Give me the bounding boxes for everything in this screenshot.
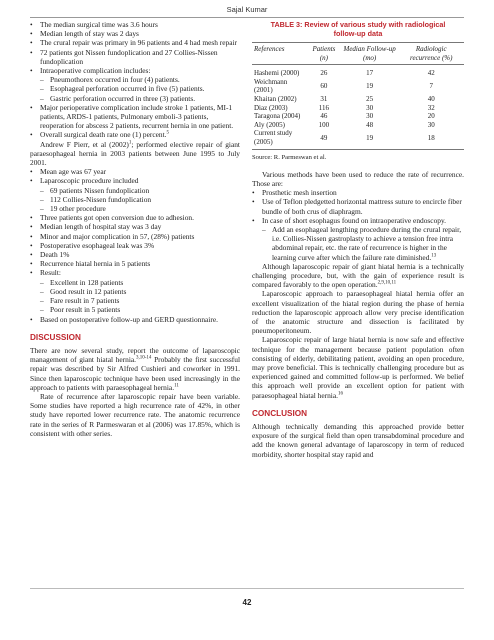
table-row bbox=[252, 78, 464, 95]
dash-item bbox=[30, 75, 240, 84]
table-cell: Aly (2005) bbox=[254, 120, 285, 129]
ref-sup: 13 bbox=[431, 253, 437, 259]
list-item-text: Minor and major complication in 57, (28%) patients bbox=[40, 231, 195, 241]
col-header-followup: Median Follow-up (mo) bbox=[341, 43, 399, 65]
left-column bbox=[30, 20, 240, 438]
table-title bbox=[252, 21, 464, 38]
results-list-1 bbox=[30, 20, 240, 140]
table-cell: 30 bbox=[427, 120, 435, 129]
table-row bbox=[252, 65, 464, 78]
table-cell: Weichmann (2001) bbox=[254, 77, 288, 95]
conclusion-paragraph: Although technically demanding this approached provide better exposure of the surgical field than open transabdominal procedure and add the known general advantage of laparoscopy in term of reduced morbidity, shorter hospital stay rapid and bbox=[252, 422, 464, 459]
footer-rule bbox=[30, 588, 464, 589]
table-cell: 40 bbox=[427, 94, 435, 103]
table-cell: 31 bbox=[320, 94, 328, 103]
list-item-text: 112 Collies-Nissen fundoplication bbox=[50, 194, 152, 204]
table-cell: 49 bbox=[307, 129, 341, 149]
table-cell: 30 bbox=[366, 112, 374, 121]
list-item-text: Three patients got open conversion due to adhesion. bbox=[40, 213, 194, 223]
experience-text: Although laparoscopic repair of giant hiatal hernia is a technically challenging procedure, but, with the gain of experience result is compared favorably to the open operation. bbox=[252, 261, 464, 290]
list-item-text: Median length of hospital stay was 3 day bbox=[40, 222, 162, 232]
ref-sup: 5 bbox=[166, 130, 169, 136]
list-item-text: Excellent in 128 patients bbox=[50, 277, 124, 287]
dash-item bbox=[30, 186, 240, 195]
list-item-text: Good result in 12 patients bbox=[50, 286, 127, 296]
list-item-text: The crural repair was primary in 96 patients and 4 had mesh repair bbox=[40, 38, 238, 48]
methods-list bbox=[252, 188, 464, 262]
table-cell: 19 bbox=[341, 129, 399, 149]
list-item-text: Add an esophageal lengthing procedure during the crural repair, i.e. Collies-Nissen gastroplasty to achieve a tension free intra abdominal repair, etc. the rate of recurrence is higher in the learning curve after which the failure rate diminished. bbox=[272, 224, 462, 262]
bullet-item bbox=[30, 130, 240, 139]
visualization-paragraph: Laparoscopic approach to paraesophageal hiatal hernia offer an excellent visualization of the hiatal region during the phase of hernia reduction the laparoscopic approach allow very precise identification of the anatomic structure and dissection is facilitated by pneumoperitoneum. bbox=[252, 289, 464, 336]
table-cell: Khaitan (2002) bbox=[254, 94, 297, 103]
pierri-rest: ; performed elective repair of giant paraesophageal hernia in 2003 patients between June 1995 to July 2001. bbox=[30, 139, 240, 168]
table-title-line-1: TABLE 3: Review of various study with radiological bbox=[270, 20, 446, 29]
dash-item bbox=[30, 204, 240, 213]
bullet-item bbox=[252, 216, 464, 225]
bullet-item bbox=[30, 241, 240, 250]
ref-sup: 11 bbox=[174, 383, 179, 389]
dash-item bbox=[30, 296, 240, 305]
table-cell: 7 bbox=[429, 82, 433, 91]
list-item-text: Mean age was 67 year bbox=[40, 167, 107, 177]
list-item-text: Postoperative esophageal leak was 3% bbox=[40, 240, 155, 250]
bullet-item bbox=[30, 268, 240, 277]
table-cell: Diaz (2003) bbox=[254, 103, 288, 112]
bullet-item bbox=[30, 232, 240, 241]
list-item-text: The median surgical time was 3.6 hours bbox=[40, 20, 158, 29]
header-rule bbox=[30, 17, 464, 18]
table-cell: Current study (2005) bbox=[252, 129, 307, 149]
table-cell: 18 bbox=[398, 129, 464, 149]
bullet-item bbox=[30, 29, 240, 38]
table-cell: 60 bbox=[320, 82, 328, 91]
bullet-item bbox=[30, 167, 240, 176]
bullet-item bbox=[30, 20, 240, 29]
right-column bbox=[252, 20, 464, 459]
ref-sup: 1 bbox=[128, 140, 132, 146]
list-item-text: 69 patients Nissen fundoplication bbox=[50, 185, 150, 195]
table-row bbox=[252, 104, 464, 113]
dash-item bbox=[30, 94, 240, 103]
list-item-text: Death 1% bbox=[40, 250, 70, 260]
discussion-paragraph-2: Rate of recurrence after laparoscopic repair have been variable. Some studies have reported a high recurrence rate of 42%, in other study have reported lower recurrence rate. The anatomic recurrence rate in the series of R Parmeswaran et al (2006) was 17.85%, which is consistent with other series. bbox=[30, 391, 240, 438]
table-cell: 116 bbox=[318, 103, 330, 112]
list-item-text: In case of short esophagus found on intraoperative endoscopy. bbox=[262, 215, 447, 225]
table-cell: 17 bbox=[366, 69, 374, 78]
table-cell: 100 bbox=[318, 120, 330, 129]
bullet-item bbox=[30, 38, 240, 47]
bullet-item bbox=[30, 66, 240, 75]
list-item-text: Poor result in 5 patients bbox=[50, 305, 121, 315]
dash-item bbox=[30, 305, 240, 314]
list-item-text: Recurrence hiatal hernia in 5 patients bbox=[40, 259, 151, 269]
bullet-item bbox=[30, 315, 240, 324]
table-cell: 25 bbox=[366, 94, 374, 103]
bullet-item bbox=[30, 176, 240, 185]
list-item-text: Result: bbox=[40, 268, 61, 278]
table-cell: 20 bbox=[427, 112, 435, 121]
table-cell: 30 bbox=[366, 103, 374, 112]
discussion-heading: DISCUSSION bbox=[30, 332, 81, 342]
col-header-references: References bbox=[252, 43, 307, 65]
bullet-item bbox=[252, 197, 464, 215]
bullet-item bbox=[30, 222, 240, 231]
dash-item bbox=[30, 287, 240, 296]
list-item-text: Laparoscopic procedure included bbox=[40, 176, 139, 186]
table-row bbox=[252, 95, 464, 104]
list-item-text: Median length of stay was 2 days bbox=[40, 29, 139, 39]
table-cell: 46 bbox=[320, 112, 328, 121]
dash-item bbox=[30, 278, 240, 287]
table-cell: 26 bbox=[320, 69, 328, 78]
list-item-text: Fare result in 7 patients bbox=[50, 296, 120, 306]
bullet-item bbox=[30, 48, 240, 66]
dash-item bbox=[252, 225, 464, 262]
bullet-item bbox=[30, 250, 240, 259]
safety-text: Laparoscopic repair of large hiatal hernia is now safe and effective technique for the management because patient population often consisting of elderly, debilitating patient, avoiding an open procedure, may prove beneficial. This is technically challenging procedure but as experienced gained and committed follow-up is performed. We belief this approach well provide an excellent option for patient with paraesophageal hiatal hernia. bbox=[252, 335, 464, 400]
list-item-text: Intraoperative complication includes: bbox=[40, 66, 151, 76]
table-cell: Hashemi (2000) bbox=[254, 69, 300, 78]
table-cell: Taragona (2004) bbox=[254, 112, 301, 121]
bullet-item bbox=[252, 188, 464, 197]
list-item-text: Use of Teflon pledgetted horizontal mattress suture to encircle fiber bundle of both crus of diaphragm. bbox=[262, 197, 462, 216]
methods-paragraph: Various methods have been used to reduce the rate of recurrence. Those are: bbox=[252, 169, 464, 188]
table-source: Source: R. Parmeswan et al. bbox=[252, 153, 327, 161]
table-row bbox=[252, 112, 464, 121]
safety-paragraph bbox=[252, 335, 464, 399]
table-cell: 48 bbox=[366, 120, 374, 129]
col-header-patients: Patients (n) bbox=[307, 43, 341, 65]
discussion-paragraph-1 bbox=[30, 346, 240, 392]
ref-sup: 2,9,10,11 bbox=[377, 280, 397, 286]
results-list-2 bbox=[30, 167, 240, 323]
discussion-text-b: Probably the first successful repair was described by Sir Alfred Cushieri and coworker in 1991. Since then laparoscopic technique have been used increasingly in the approach to patients with paraesophageal hernia. bbox=[30, 355, 240, 392]
list-item-text: Esophageal perforation occurred in five (5) patients. bbox=[50, 84, 205, 94]
pierri-intro: Andrew F Pierr, et al (2002) bbox=[40, 139, 129, 149]
experience-paragraph bbox=[252, 262, 464, 290]
col-header-recurrence: Radiologic recurrence (%) bbox=[398, 43, 464, 65]
page-number: 42 bbox=[242, 598, 252, 607]
ref-sup: 16 bbox=[337, 391, 343, 397]
table-title-line-2: follow-up data bbox=[333, 28, 383, 38]
list-item-text: Prosthetic mesh insertion bbox=[262, 188, 337, 198]
list-item-text: Gastric perforation occurred in three (3) patients. bbox=[50, 93, 196, 103]
list-item-text: Based on postoperative follow-up and GERD questionnaire. bbox=[40, 314, 218, 324]
list-item-text: Major perioperative complication include stroke 1 patients, MI-1 patients, ARDS-1 patients, Pulmonary emboli-3 patients, reoperation for abscess 2 patients, recurrent hernia in one patient. bbox=[40, 102, 234, 131]
table-cell: 32 bbox=[427, 103, 435, 112]
ref-sup: 3,10-14 bbox=[136, 355, 152, 361]
table-row bbox=[252, 129, 464, 149]
table-body bbox=[252, 65, 464, 149]
list-item-text: Pneumothorex occurred in four (4) patients. bbox=[50, 75, 180, 85]
bullet-item bbox=[30, 103, 240, 131]
list-item-text: 19 other procedure bbox=[50, 204, 106, 214]
running-header: Sajal Kumar bbox=[226, 5, 268, 14]
table-cell: 19 bbox=[366, 82, 374, 91]
bullet-item bbox=[30, 213, 240, 222]
pierri-paragraph bbox=[30, 140, 240, 168]
bullet-item bbox=[30, 259, 240, 268]
list-item-text: Overall surgical death rate one (1) percent. bbox=[40, 130, 167, 140]
table-row bbox=[252, 121, 464, 130]
dash-item bbox=[30, 195, 240, 204]
review-table bbox=[252, 42, 464, 150]
list-item-text: 72 patients got Nissen fundoplication and 27 Collies-Nissen fundoplication bbox=[40, 47, 218, 66]
conclusion-heading: CONCLUSION bbox=[252, 408, 308, 418]
discussion-text-a: There are now several study, report the outcome of laparoscopic management of giant hiatal hernia. bbox=[30, 345, 240, 365]
dash-item bbox=[30, 84, 240, 93]
table-cell: 42 bbox=[427, 69, 435, 78]
